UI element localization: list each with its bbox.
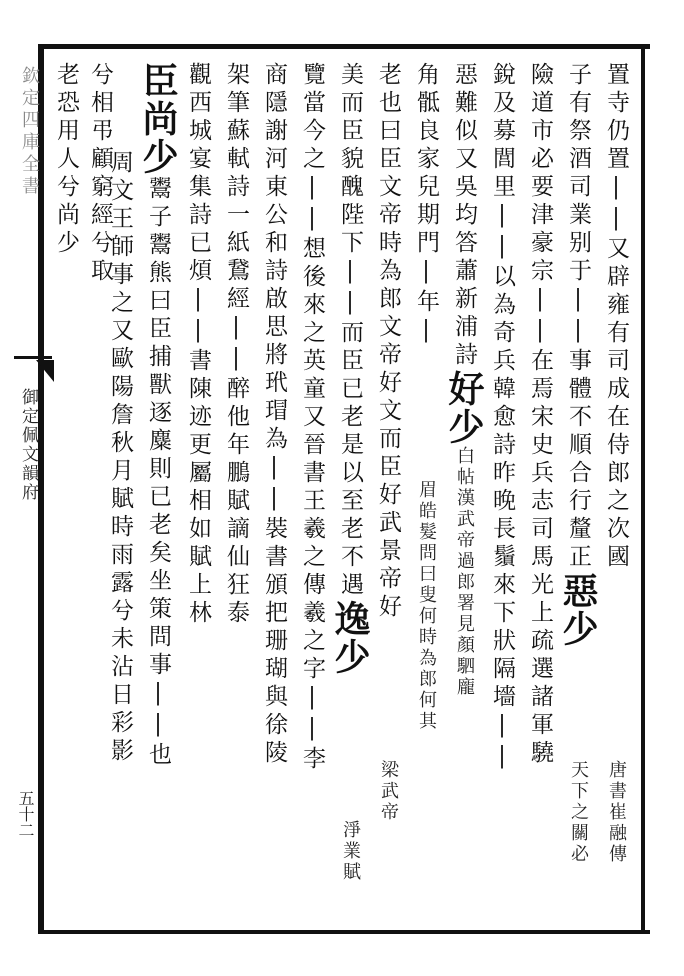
text-segment: 白帖漢武帝過郎署見顏駟龐 bbox=[454, 446, 475, 698]
margin-rule bbox=[14, 356, 52, 359]
text-column bbox=[329, 62, 371, 922]
text-segment: 角骶良家兒期門|年| bbox=[413, 62, 439, 348]
text-segment: 覽當今之||想後來之英童又晉書王羲之傳羲之字||李 bbox=[299, 62, 325, 774]
text-column-note bbox=[598, 760, 634, 920]
right-border bbox=[641, 44, 645, 934]
text-segment: 周文王師事之又歐陽詹秋月賦時雨露兮未沾日彩影 bbox=[107, 150, 133, 766]
text-segment: 觀西城宴集詩已煩||書陳迹更屬相如賦上林 bbox=[185, 62, 211, 628]
text-segment: 銳及募閭里||以為奇兵韓愈詩昨晚長鬚來下狀隔墻|| bbox=[489, 62, 515, 774]
text-column bbox=[484, 62, 520, 922]
page-number: 五十二 bbox=[16, 790, 35, 838]
text-segment: 惡難似又吳均答蕭新浦詩 bbox=[451, 62, 477, 370]
text-segment: 美而臣貌醜陛下||而臣已老是以至老不遇 bbox=[337, 62, 363, 600]
text-column bbox=[48, 62, 84, 922]
text-column bbox=[256, 62, 292, 922]
text-segment: 梁武帝 bbox=[378, 760, 399, 823]
text-segment: 險道市必要津豪宗||在焉宋史兵志司馬光上疏選諸軍驍 bbox=[527, 62, 553, 768]
text-column-note bbox=[560, 760, 596, 920]
text-column bbox=[137, 62, 179, 922]
text-column bbox=[82, 62, 118, 922]
text-column-note bbox=[408, 480, 444, 920]
text-column bbox=[180, 62, 216, 922]
headword: 惡少 bbox=[557, 572, 599, 648]
text-column-note bbox=[370, 760, 406, 920]
text-segment: 架筆蘇軾詩一紙鵞經||醉他年鵬賦謫仙狂泰 bbox=[223, 62, 249, 628]
text-column bbox=[218, 62, 254, 922]
headword: 好少 bbox=[443, 370, 485, 446]
text-segment: 天下之關必 bbox=[568, 760, 589, 865]
text-column bbox=[443, 62, 485, 922]
headword: 臣尚少 bbox=[137, 62, 179, 176]
text-segment: 眉皓髮問曰叟何時為郎何其 bbox=[416, 480, 437, 732]
text-segment: 置寺仍置||又辟雍有司成在侍郎之次國 bbox=[603, 62, 629, 572]
text-column bbox=[294, 62, 330, 922]
text-segment: 商隱謝河東公和詩啟思將玳瑁為||裝書頒把珊瑚與徐陵 bbox=[261, 62, 287, 768]
text-segment: 鬻子鬻熊曰臣捕獸逐麋則已老矣坐策問事||也 bbox=[145, 176, 171, 770]
text-segment: 兮相弔顧窮經兮取 bbox=[87, 62, 113, 286]
book-margin bbox=[14, 60, 40, 930]
text-column bbox=[522, 62, 558, 922]
text-segment: 子有祭酒司業别于||事體不順合行釐正 bbox=[565, 62, 591, 572]
book-title: 御定佩文韻府 bbox=[18, 388, 38, 502]
text-segment: 老也曰臣文帝時為郎文帝好文而臣好武景帝好 bbox=[375, 62, 401, 622]
source-citation: 唐書崔融傳 bbox=[606, 760, 627, 865]
text-segment: 老恐用人兮尚少 bbox=[53, 62, 79, 258]
headword: 逸少 bbox=[329, 600, 371, 676]
text-column-note bbox=[332, 820, 368, 920]
margin-edge-text: 欽定四庫全書 bbox=[19, 66, 40, 198]
text-segment: 淨業賦 bbox=[340, 820, 361, 883]
top-border bbox=[40, 44, 650, 49]
bottom-border bbox=[40, 930, 650, 934]
